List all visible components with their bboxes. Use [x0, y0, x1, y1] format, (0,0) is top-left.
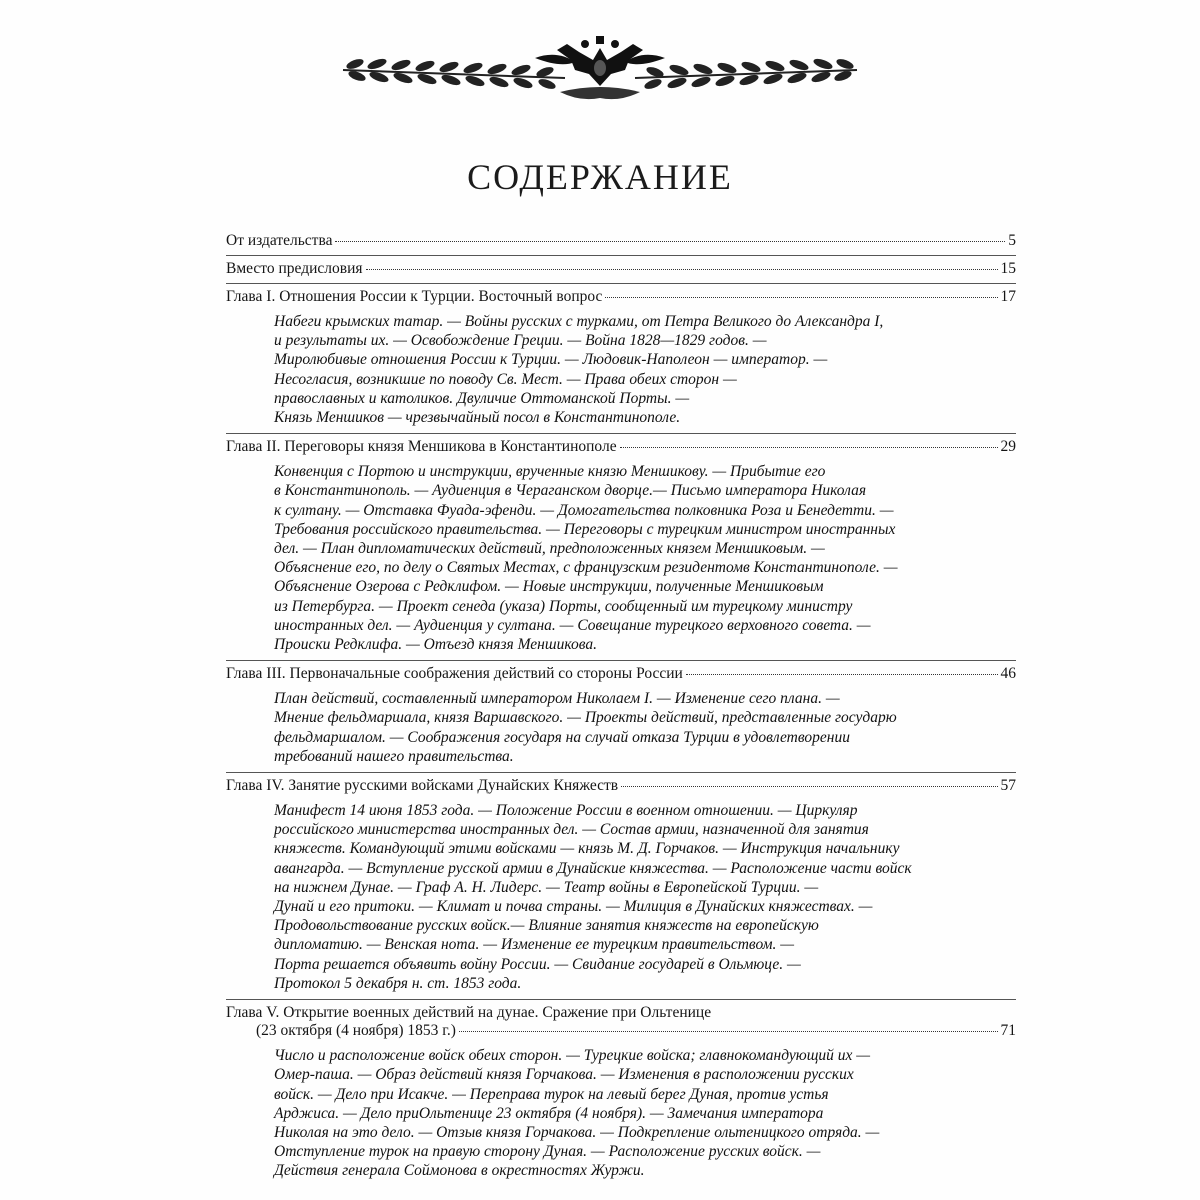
summary-line: Происки Редклифа. — Отъезд князя Меншикова.: [274, 636, 597, 654]
toc-page-number: 15: [1000, 260, 1016, 277]
toc-entry-chapter-2[interactable]: [226, 438, 1016, 456]
summary-line: Князь Меншиков — чрезвычайный посол в Константинополе.: [274, 409, 681, 427]
summary-line: фельдмаршалом. — Соображения государя на случай отказа Турции в удовлетворении: [274, 728, 850, 746]
summary-line: План действий, составленный императором Николаем I. — Изменение сего плана. —: [274, 690, 840, 708]
divider: [226, 999, 1016, 1000]
summary-line: Порта решается объявить войну России. — Свидание государей в Ольмюце. —: [274, 955, 801, 973]
summary-line: Объяснение Озерова с Редклифом. — Новые инструкции, полученные Меншиковым: [274, 578, 824, 596]
double-headed-eagle-laurel-icon: [335, 30, 865, 114]
summary-line: из Петербурга. — Проект сенеда (указа) Порты, сообщенный им турецкому министру: [274, 597, 853, 615]
summary-line: Число и расположение войск обеих сторон. — Турецкие войска; главнокомандующий их —: [274, 1047, 871, 1065]
leader-dots: [335, 241, 1005, 242]
toc-entry-publisher[interactable]: [226, 232, 1016, 250]
toc-entry-label: Вместо предисловия: [226, 260, 363, 277]
summary-line: Объяснение его, по делу о Святых Местах, с французским резидентомв Константинополе. —: [274, 559, 898, 577]
page-title: СОДЕРЖАНИЕ: [467, 157, 733, 197]
summary-line: Продовольствование русских войск.— Влияние занятия княжеств на европейскую: [274, 917, 819, 935]
summary-line: российского министерства иностранных дел. — Состав армии, назначенной для занятия: [274, 821, 869, 839]
summary-line: православных и католиков. Двуличие Оттоманской Порты. —: [274, 389, 690, 407]
toc-entry-label: От издательства: [226, 232, 333, 249]
summary-line: Николая на это дело. — Отзыв князя Горчакова. — Подкрепление ольтеницкого отряда. —: [274, 1123, 880, 1141]
divider: [226, 283, 1016, 284]
toc-page-number: 5: [1008, 232, 1016, 249]
summary-line: дипломатию. — Венская нота. — Изменение ее турецким правительством. —: [274, 936, 795, 954]
summary-line: иностранных дел. — Аудиенция у султана. — Совещание турецкого верховного совета. —: [274, 616, 871, 634]
toc-entry-label: Глава IV. Занятие русскими войсками Дунайских Княжеств: [226, 777, 619, 795]
toc-page-number: 46: [1000, 665, 1016, 683]
leader-dots: [459, 1031, 998, 1032]
summary-line: и результаты их. — Освобождение Греции. — Война 1828—1829 годов. —: [274, 332, 767, 350]
toc-entry-preface[interactable]: [226, 260, 1016, 278]
summary-line: Протокол 5 декабря н. ст. 1853 года.: [274, 974, 522, 992]
table-of-contents: [226, 232, 1016, 1187]
toc-entry-chapter-4[interactable]: [226, 777, 1016, 795]
summary-line: Действия генерала Соймонова в окрестностях Журжи.: [274, 1162, 645, 1180]
leader-dots: [621, 786, 997, 787]
leader-dots: [620, 447, 998, 448]
summary-line: Конвенция с Портою и инструкции, врученные князю Меншикову. — Прибытие его: [274, 463, 826, 481]
summary-line: княжеств. Командующий этими войсками — князь М. Д. Горчаков. — Инструкция начальнику: [274, 840, 900, 858]
summary-line: Миролюбивые отношения России к Турции. — Людовик-Наполеон — император. —: [274, 351, 828, 369]
summary-line: в Константинополь. — Аудиенция в Чераганском дворце.— Письмо императора Николая: [274, 482, 867, 500]
divider: [226, 772, 1016, 773]
summary-line: Омер-паша. — Образ действий князя Горчакова. — Изменения в расположении русских: [274, 1066, 854, 1084]
divider: [226, 433, 1016, 434]
toc-page-number: 17: [1000, 288, 1016, 305]
summary-line: Несогласия, возникшие по поводу Св. Мест. — Права обеих сторон —: [274, 370, 737, 388]
leader-dots: [366, 269, 998, 270]
toc-page-number: 57: [1000, 777, 1016, 795]
leader-dots: [686, 674, 998, 675]
summary-line: Набеги крымских татар. — Войны русских с турками, от Петра Великого до Александра I,: [274, 313, 884, 330]
toc-entry-label: (23 октября (4 ноября) 1853 г.): [256, 1022, 456, 1040]
toc-entry-label: Глава III. Первоначальные соображения действий со стороны России: [226, 665, 683, 683]
summary-line: авангарда. — Вступление русской армии в Дунайские княжества. — Расположение части войск: [274, 859, 912, 877]
chapter-summary: [226, 1046, 1016, 1180]
summary-line: к султану. — Отставка Фуада-эфенди. — Домогательства полковника Роза и Бенедетти. —: [274, 501, 894, 519]
summary-line: требований нашего правительства.: [274, 747, 514, 765]
summary-line: на нижнем Дунае. — Граф А. Н. Лидерс. — Театр войны в Европейской Турции. —: [274, 878, 819, 896]
divider: [226, 255, 1016, 256]
toc-page-number: 71: [1000, 1022, 1016, 1040]
leader-dots: [605, 297, 997, 298]
toc-entry-chapter-5-title[interactable]: Глава V. Открытие военных действий на дунае. Сражение при Ольтенице: [226, 1004, 712, 1022]
summary-line: Арджиса. — Дело приОльтенице 23 октября (4 ноября). — Замечания императора: [274, 1104, 824, 1122]
chapter-summary: [226, 689, 1016, 766]
toc-entry-chapter-1[interactable]: [226, 288, 1016, 306]
toc-entry-chapter-3[interactable]: [226, 665, 1016, 683]
chapter-summary: [226, 462, 1016, 654]
chapter-summary: [226, 312, 1016, 427]
summary-line: Дунай и его притоки. — Климат и почва страны. — Милиция в Дунайских княжествах. —: [274, 898, 873, 916]
toc-entry-chapter-5[interactable]: [226, 1022, 1016, 1040]
summary-line: Мнение фельдмаршала, князя Варшавского. — Проекты действий, представленные государю: [274, 709, 897, 727]
divider: [226, 660, 1016, 661]
toc-entry-label: Глава II. Переговоры князя Меншикова в Константинополе: [226, 438, 617, 456]
summary-line: дел. — План дипломатических действий, предположенных князем Меншиковым. —: [274, 540, 825, 558]
summary-line: Манифест 14 июня 1853 года. — Положение России в военном отношении. — Циркуляр: [274, 802, 858, 820]
summary-line: войск. — Дело при Исакче. — Переправа турок на левый берег Дуная, против устья: [274, 1085, 829, 1103]
toc-page-number: 29: [1000, 438, 1016, 456]
chapter-summary: [226, 801, 1016, 993]
summary-line: Требования российского правительства. — Переговоры с турецким министром иностранных: [274, 520, 896, 538]
summary-line: Отступление турок на правую сторону Дуная. — Расположение русских войск. —: [274, 1143, 821, 1161]
toc-entry-label: Глава I. Отношения России к Турции. Восточный вопрос: [226, 288, 603, 305]
